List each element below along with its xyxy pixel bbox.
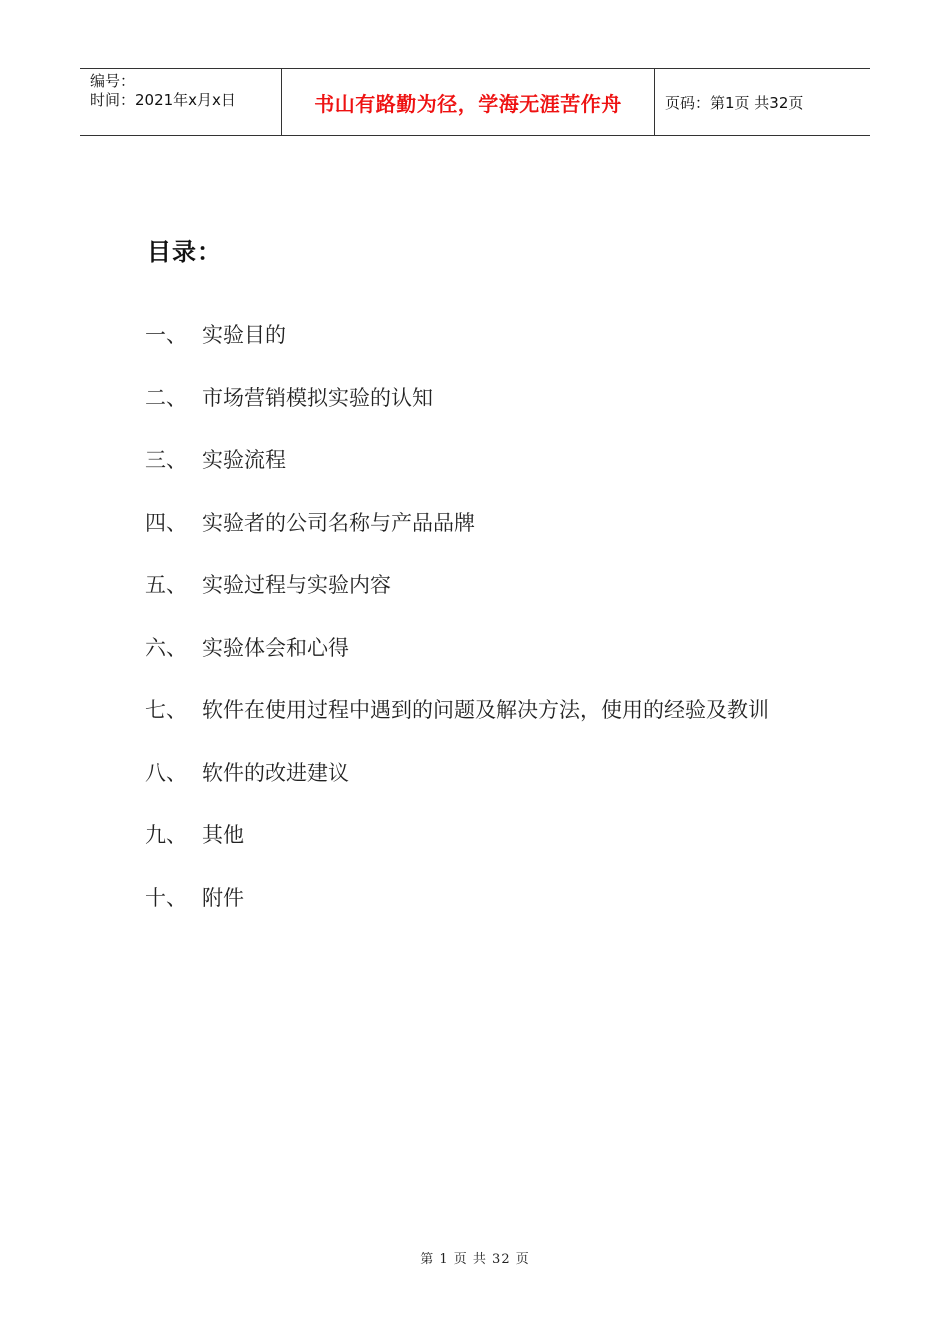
header-time-label: 时间：2021年x月x日 [90, 91, 236, 109]
toc-item-text: 实验过程与实验内容 [202, 573, 391, 597]
toc-item-number: 二、 [145, 385, 187, 410]
toc-item [145, 567, 769, 630]
header-meta [80, 69, 281, 135]
header-motto: 书山有路勤为径，学海无涯苦作舟 [314, 91, 622, 116]
toc-item [145, 505, 769, 568]
toc-title: 目录： [147, 238, 222, 266]
toc-item-text: 软件在使用过程中遇到的问题及解决方法，使用的经验及教训 [202, 698, 769, 722]
toc-item-number: 一、 [145, 323, 187, 347]
toc-item [145, 692, 769, 755]
toc-item-number: 七、 [145, 698, 187, 722]
header-motto-cell [281, 69, 655, 135]
toc-item-number: 三、 [145, 448, 187, 472]
toc-item-number: 十、 [145, 885, 187, 910]
toc-item [145, 630, 769, 693]
toc-item [145, 755, 769, 818]
header-page-label: 页码：第1页 共32页 [665, 93, 804, 112]
toc-item-text: 其他 [202, 823, 244, 847]
toc-item-number: 六、 [145, 635, 187, 660]
toc-item-text: 市场营销模拟实验的认知 [202, 385, 433, 410]
header-page-cell [655, 69, 870, 135]
page-footer: 第 1 页 共 32 页 [420, 1252, 530, 1267]
toc-item-number: 八、 [145, 760, 187, 785]
toc-item-number: 九、 [145, 823, 187, 847]
toc-item-text: 实验体会和心得 [202, 635, 349, 660]
toc-item-text: 实验流程 [202, 448, 286, 472]
toc-item-number: 四、 [145, 510, 187, 535]
toc-item-number: 五、 [145, 573, 187, 597]
toc-list [145, 317, 769, 942]
toc-item-text: 实验目的 [202, 323, 286, 347]
toc-item [145, 442, 769, 505]
toc-item [145, 317, 769, 380]
toc-item [145, 880, 769, 943]
document-header [80, 68, 870, 136]
toc-item-text: 实验者的公司名称与产品品牌 [202, 510, 475, 535]
header-number-label: 编号： [90, 72, 136, 90]
toc-item [145, 380, 769, 443]
toc-item-text: 附件 [202, 885, 244, 910]
toc-item [145, 817, 769, 880]
toc-item-text: 软件的改进建议 [202, 760, 349, 785]
